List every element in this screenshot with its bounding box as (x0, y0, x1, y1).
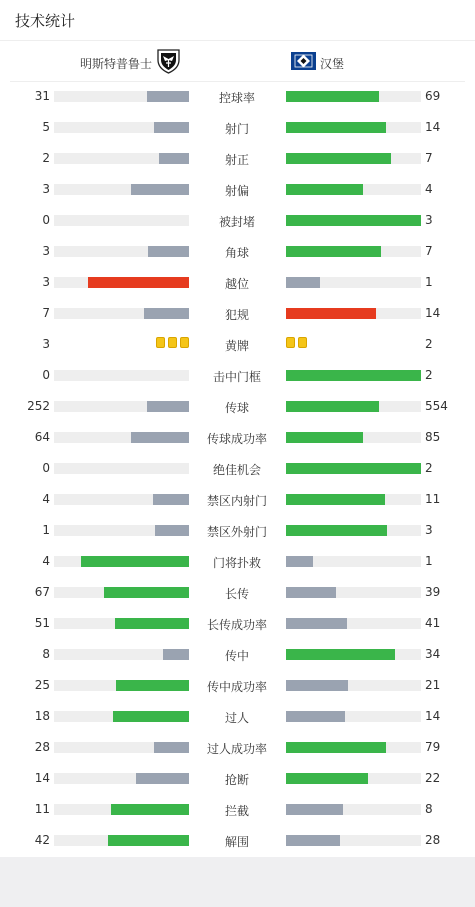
home-bar-fill (148, 246, 189, 257)
away-value: 41 (425, 616, 441, 630)
stat-row (0, 546, 475, 577)
home-bar-track (54, 711, 189, 722)
home-bar-track (54, 804, 189, 815)
stat-row (0, 298, 475, 329)
stat-row (0, 422, 475, 453)
stat-label: 控球率 (218, 91, 255, 105)
home-bar-track (54, 432, 189, 443)
home-value: 4 (42, 554, 50, 568)
away-bar-track (286, 308, 421, 319)
away-bar-track (286, 277, 421, 288)
yellow-card-icon (180, 337, 189, 348)
away-bar-track (286, 401, 421, 412)
away-bar-fill (286, 370, 421, 381)
home-value: 7 (42, 306, 50, 320)
home-team[interactable] (80, 48, 181, 78)
away-team[interactable] (291, 52, 344, 74)
away-value: 69 (425, 89, 441, 103)
home-bar-track (54, 277, 189, 288)
away-value: 2 (425, 337, 433, 351)
home-value: 1 (42, 523, 50, 537)
home-value: 3 (42, 182, 50, 196)
stat-row (0, 608, 475, 639)
home-value: 3 (42, 244, 50, 258)
stat-label: 解围 (224, 835, 249, 849)
stat-label: 传球 (224, 401, 249, 415)
away-bar-fill (286, 184, 363, 195)
away-bar-track (286, 184, 421, 195)
away-bar-track (286, 525, 421, 536)
home-bar-fill (154, 122, 189, 133)
away-bar-track (286, 649, 421, 660)
home-value: 11 (34, 802, 50, 816)
home-bar-fill (131, 432, 189, 443)
away-bar-track (286, 494, 421, 505)
stat-label: 长传成功率 (206, 618, 267, 632)
home-value: 0 (42, 368, 50, 382)
away-value: 39 (425, 585, 441, 599)
away-value: 14 (425, 709, 441, 723)
away-bar-fill (286, 804, 343, 815)
home-bar-track (54, 246, 189, 257)
away-bar-fill (286, 649, 395, 660)
away-bar-fill (286, 494, 385, 505)
home-bar-fill (159, 153, 189, 164)
stat-label: 门将扑救 (212, 556, 261, 570)
home-bar-track (54, 153, 189, 164)
home-bar-track (54, 835, 189, 846)
home-value: 14 (34, 771, 50, 785)
home-team-name: 明斯特普鲁士 (79, 56, 152, 71)
home-bar-fill (108, 835, 189, 846)
stat-label: 射正 (224, 153, 249, 167)
away-value: 34 (425, 647, 441, 661)
stat-label: 传球成功率 (206, 432, 267, 446)
away-value: 3 (425, 523, 433, 537)
stat-row (0, 267, 475, 298)
away-value: 1 (425, 554, 433, 568)
home-bar-track (54, 618, 189, 629)
stat-row (0, 763, 475, 794)
away-bar-track (286, 742, 421, 753)
home-bar-track (54, 122, 189, 133)
away-yellow-cards (286, 337, 307, 348)
stat-label: 黄牌 (224, 339, 249, 353)
stat-label: 传中成功率 (206, 680, 267, 694)
stat-label: 抢断 (224, 773, 249, 787)
home-bar-track (54, 773, 189, 784)
stat-row (0, 391, 475, 422)
home-bar-fill (104, 587, 189, 598)
away-bar-track (286, 153, 421, 164)
home-value: 3 (42, 275, 50, 289)
away-bar-track (286, 463, 421, 474)
away-value: 2 (425, 368, 433, 382)
away-value: 8 (425, 802, 433, 816)
stat-row (0, 81, 475, 112)
home-bar-fill (154, 742, 189, 753)
away-bar-track (286, 804, 421, 815)
section-title: 技术统计 (15, 11, 76, 30)
away-bar-fill (286, 215, 421, 226)
away-bar-track (286, 618, 421, 629)
home-bar-track (54, 556, 189, 567)
home-bar-fill (144, 308, 189, 319)
home-value: 2 (42, 151, 50, 165)
home-value: 18 (34, 709, 50, 723)
home-value: 4 (42, 492, 50, 506)
stat-label: 越位 (224, 277, 249, 291)
yellow-card-icon (156, 337, 165, 348)
stat-label: 禁区外射门 (206, 525, 267, 539)
away-bar-fill (286, 122, 386, 133)
home-bar-fill (81, 556, 189, 567)
away-bar-fill (286, 277, 320, 288)
stat-label: 拦截 (224, 804, 249, 818)
away-bar-fill (286, 525, 387, 536)
home-value: 5 (42, 120, 50, 134)
away-bar-fill (286, 742, 386, 753)
stat-row (0, 670, 475, 701)
away-value: 79 (425, 740, 441, 754)
home-bar-track (54, 370, 189, 381)
away-value: 11 (425, 492, 441, 506)
home-bar-track (54, 494, 189, 505)
home-bar-fill (116, 680, 189, 691)
stat-label: 射门 (224, 122, 249, 136)
away-bar-track (286, 711, 421, 722)
stat-label: 射偏 (224, 184, 249, 198)
away-value: 14 (425, 120, 441, 134)
stat-row (0, 112, 475, 143)
home-bar-fill (136, 773, 189, 784)
away-value: 4 (425, 182, 433, 196)
away-bar-fill (286, 308, 376, 319)
home-bar-fill (147, 401, 189, 412)
away-value: 28 (425, 833, 441, 847)
stat-row (0, 639, 475, 670)
preussen-muenster-crest-icon (156, 48, 181, 78)
hsv-diamond-logo-icon (291, 52, 316, 74)
away-bar-track (286, 122, 421, 133)
home-yellow-cards (156, 337, 189, 348)
home-bar-track (54, 742, 189, 753)
away-value: 2 (425, 461, 433, 475)
stat-label: 绝佳机会 (212, 463, 261, 477)
home-value: 51 (34, 616, 50, 630)
stat-label: 长传 (224, 587, 249, 601)
away-bar-fill (286, 401, 379, 412)
home-bar-fill (155, 525, 189, 536)
home-bar-track (54, 649, 189, 660)
stat-row (0, 515, 475, 546)
stat-row (0, 360, 475, 391)
home-bar-fill (163, 649, 189, 660)
home-value: 0 (42, 213, 50, 227)
home-value: 252 (27, 399, 50, 413)
stats-list (0, 81, 475, 856)
home-value: 42 (34, 833, 50, 847)
away-value: 7 (425, 151, 433, 165)
away-bar-fill (286, 618, 347, 629)
stat-row (0, 453, 475, 484)
teams-row (10, 41, 465, 82)
home-bar-track (54, 91, 189, 102)
home-bar-track (54, 525, 189, 536)
home-value: 8 (42, 647, 50, 661)
away-bar-fill (286, 463, 421, 474)
away-bar-track (286, 91, 421, 102)
home-value: 64 (34, 430, 50, 444)
yellow-card-icon (298, 337, 307, 348)
away-bar-track (286, 370, 421, 381)
away-bar-fill (286, 711, 345, 722)
home-value: 0 (42, 461, 50, 475)
home-bar-track (54, 463, 189, 474)
stat-row (0, 143, 475, 174)
stat-label: 犯规 (224, 308, 249, 322)
stat-label: 过人 (224, 711, 249, 725)
stat-row (0, 825, 475, 856)
home-bar-track (54, 308, 189, 319)
away-value: 21 (425, 678, 441, 692)
home-value: 25 (34, 678, 50, 692)
away-bar-fill (286, 246, 381, 257)
stat-label: 角球 (224, 246, 249, 260)
stat-label: 传中 (224, 649, 249, 663)
home-bar-track (54, 680, 189, 691)
away-value: 7 (425, 244, 433, 258)
stat-row (0, 794, 475, 825)
home-value: 3 (42, 337, 50, 351)
away-team-name: 汉堡 (320, 56, 345, 71)
stat-row (0, 236, 475, 267)
stat-label: 禁区内射门 (206, 494, 267, 508)
away-bar-track (286, 835, 421, 846)
away-bar-track (286, 773, 421, 784)
home-bar-track (54, 215, 189, 226)
stat-row (0, 577, 475, 608)
away-bar-track (286, 432, 421, 443)
home-bar-fill (88, 277, 189, 288)
home-bar-fill (147, 91, 189, 102)
away-bar-fill (286, 835, 340, 846)
stat-label: 被封堵 (218, 215, 255, 229)
home-bar-track (54, 401, 189, 412)
yellow-card-icon (168, 337, 177, 348)
home-bar-fill (115, 618, 189, 629)
away-bar-fill (286, 153, 391, 164)
stat-row (0, 329, 475, 360)
away-bar-track (286, 556, 421, 567)
home-bar-fill (131, 184, 189, 195)
home-value: 67 (34, 585, 50, 599)
away-value: 14 (425, 306, 441, 320)
home-bar-track (54, 587, 189, 598)
away-bar-track (286, 215, 421, 226)
away-value: 554 (425, 399, 448, 413)
away-bar-fill (286, 773, 368, 784)
home-value: 31 (34, 89, 50, 103)
away-bar-fill (286, 680, 348, 691)
home-bar-fill (153, 494, 189, 505)
away-value: 85 (425, 430, 441, 444)
stat-row (0, 484, 475, 515)
home-bar-track (54, 184, 189, 195)
home-bar-fill (113, 711, 189, 722)
home-bar-fill (111, 804, 189, 815)
away-value: 22 (425, 771, 441, 785)
away-value: 3 (425, 213, 433, 227)
section-header (0, 0, 475, 41)
away-bar-fill (286, 432, 363, 443)
stat-label: 击中门框 (212, 370, 261, 384)
yellow-card-icon (286, 337, 295, 348)
stat-row (0, 732, 475, 763)
away-bar-fill (286, 91, 379, 102)
away-bar-track (286, 246, 421, 257)
away-bar-fill (286, 556, 313, 567)
stat-row (0, 701, 475, 732)
stat-label: 过人成功率 (206, 742, 267, 756)
stat-row (0, 174, 475, 205)
away-bar-track (286, 680, 421, 691)
away-bar-fill (286, 587, 336, 598)
home-value: 28 (34, 740, 50, 754)
away-bar-track (286, 587, 421, 598)
stat-row (0, 205, 475, 236)
away-value: 1 (425, 275, 433, 289)
